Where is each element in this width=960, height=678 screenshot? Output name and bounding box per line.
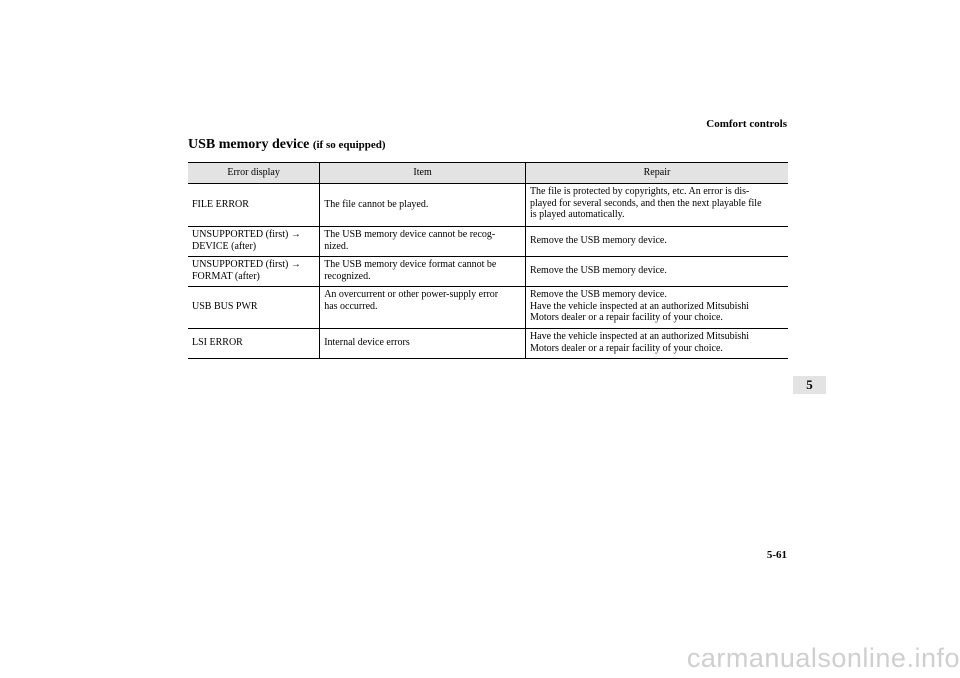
column-header-item: Item [320,163,526,184]
error-display-cell: USB BUS PWR [188,287,320,329]
table-row [188,227,788,257]
watermark: carmanualsonline.info [686,643,960,673]
error-display-cell: UNSUPPORTED (first) → FORMAT (after) [188,257,320,287]
column-header-error-display: Error display [188,163,320,184]
table-row [188,287,788,329]
table-row [188,184,788,227]
item-cell: An overcurrent or other power-supply error has occurred. [320,287,526,329]
item-cell: Internal device errors [320,329,526,359]
table-row [188,257,788,287]
item-cell: The USB memory device cannot be recog- nized. [320,227,526,257]
running-header: Comfort controls [706,118,787,130]
usb-error-table [188,162,788,359]
repair-cell: Have the vehicle inspected at an authorized Mitsubishi Motors dealer or a repair facility of your choice. [525,329,788,359]
chapter-tab: 5 [793,376,826,394]
section-title [188,137,386,153]
table-header-row [188,163,788,184]
error-display-cell: FILE ERROR [188,184,320,227]
item-cell: The USB memory device format cannot be recognized. [320,257,526,287]
repair-cell: Remove the USB memory device. [525,227,788,257]
repair-cell: Remove the USB memory device. Have the vehicle inspected at an authorized Mitsubishi Motors dealer or a repair facility of your choice. [525,287,788,329]
page-number: 5-61 [766,549,787,561]
repair-cell: Remove the USB memory device. [525,257,788,287]
item-cell: The file cannot be played. [320,184,526,227]
error-display-cell: LSI ERROR [188,329,320,359]
column-header-repair: Repair [525,163,788,184]
error-display-cell: UNSUPPORTED (first) → DEVICE (after) [188,227,320,257]
repair-cell: The file is protected by copyrights, etc. An error is dis- played for several seconds, and then the next playable file is played automatically. [525,184,788,227]
section-title-qualifier: (if so equipped) [312,139,386,151]
section-title-text: USB memory device [188,137,310,152]
table-row [188,329,788,359]
